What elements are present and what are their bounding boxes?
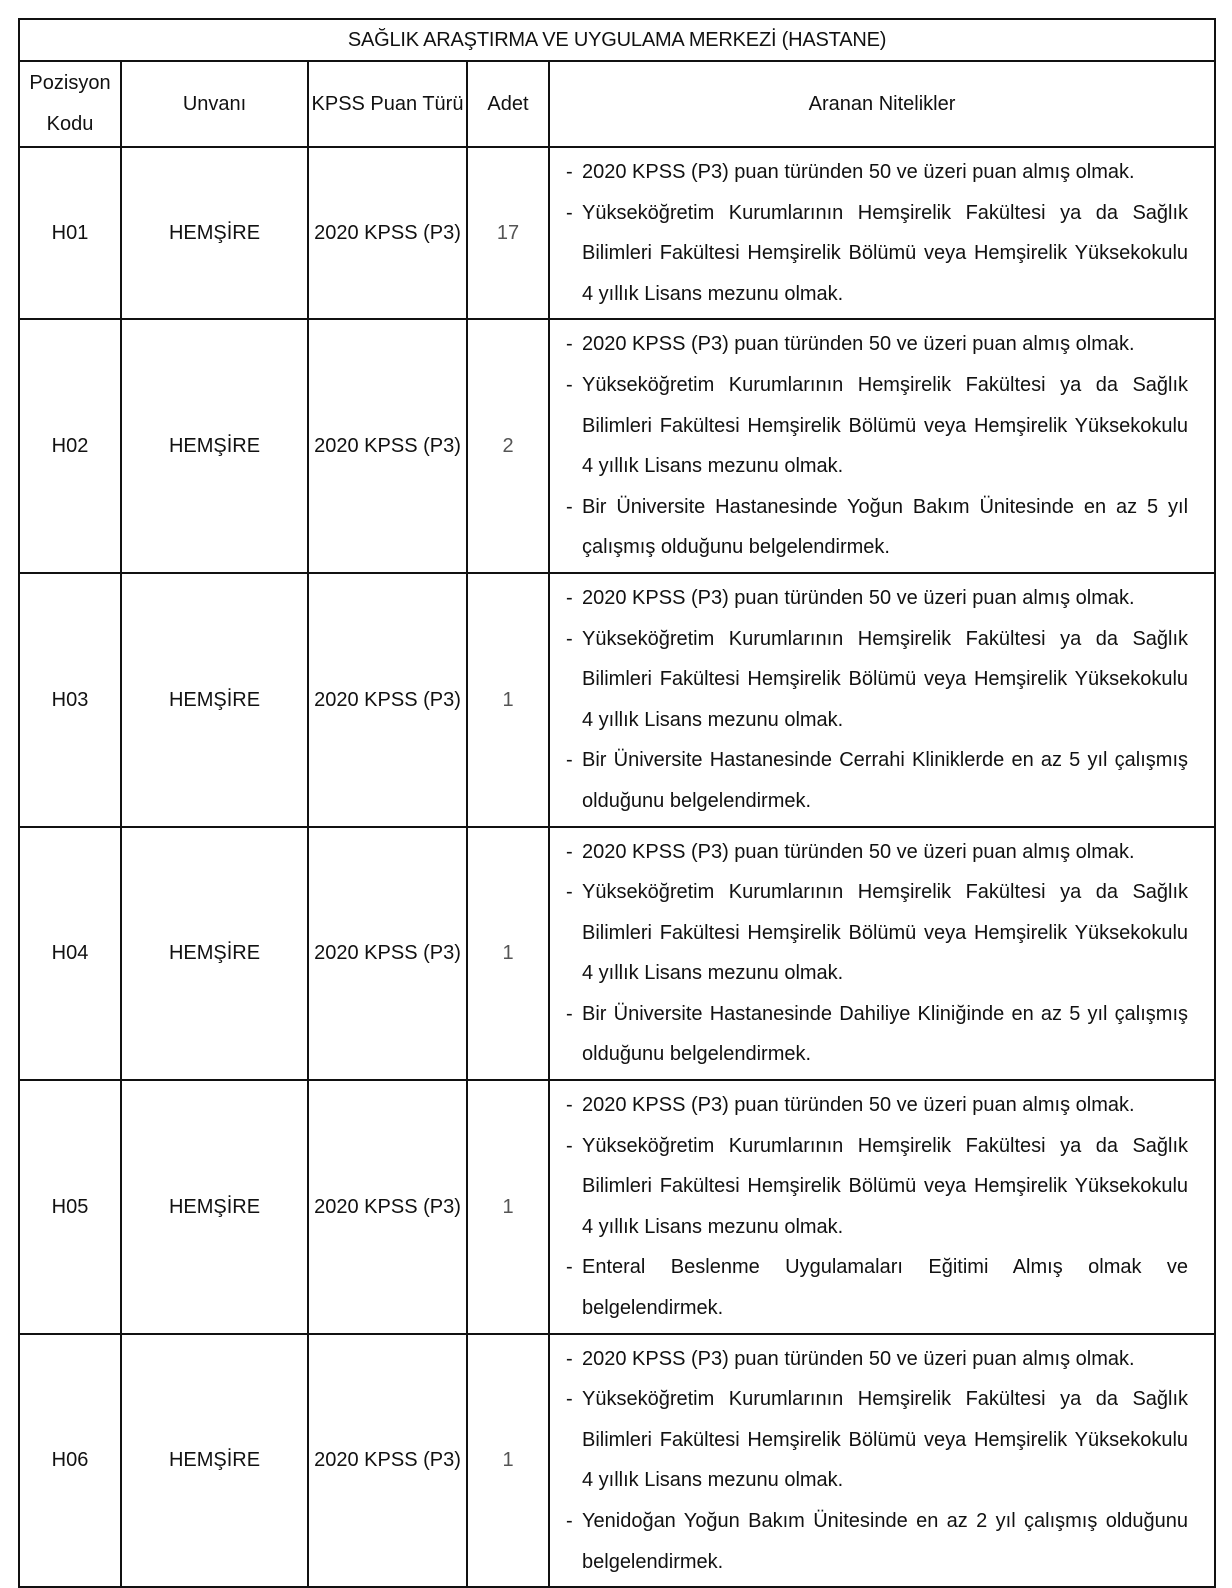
- qualification-text: Bir Üniversite Hastanesinde Dahiliye Kliniğinde en az 5 yıl çalışmış olduğunu belgelendirmek.: [582, 1002, 1189, 1066]
- kpss-type-cell: 2020 KPSS (P3): [308, 1334, 467, 1588]
- kpss-type-cell: 2020 KPSS (P3): [308, 827, 467, 1081]
- qualification-item: [566, 832, 1188, 873]
- qualification-text: Yenidoğan Yoğun Bakım Ünitesinde en az 2 yıl çalışmış olduğunu belgelendirmek.: [582, 1510, 1189, 1573]
- bullet-dash: -: [566, 586, 573, 609]
- count-cell: 1: [467, 1334, 549, 1588]
- qualification-item: [566, 152, 1188, 193]
- bullet-dash: -: [566, 1388, 573, 1411]
- kpss-type-cell: 2020 KPSS (P3): [308, 573, 467, 827]
- bullet-dash: -: [566, 881, 573, 904]
- table-row: [19, 147, 1215, 319]
- qualification-text: Yükseköğretim Kurumlarının Hemşirelik Fakültesi ya da Sağlık Bilimleri Fakültesi Hemşirelik Bölümü veya Hemşirelik Yüksekokulu 4 yıllık Lisans mezunu olmak.: [582, 201, 1189, 305]
- bullet-dash: -: [566, 373, 573, 396]
- bullet-dash: -: [566, 201, 573, 224]
- qualification-item: [566, 1339, 1188, 1380]
- qualification-item: [566, 1126, 1188, 1248]
- qualification-text: 2020 KPSS (P3) puan türünden 50 ve üzeri puan almış olmak.: [582, 1094, 1135, 1117]
- bullet-dash: -: [566, 1134, 573, 1157]
- bullet-dash: -: [566, 1347, 573, 1370]
- positions-table: [18, 18, 1216, 1588]
- position-code-cell: H01: [19, 147, 121, 319]
- count-cell: 2: [467, 319, 549, 573]
- position-code-cell: H03: [19, 573, 121, 827]
- qualification-item: [566, 1379, 1188, 1501]
- bullet-dash: -: [566, 161, 573, 183]
- bullet-dash: -: [566, 1256, 573, 1279]
- title-cell: HEMŞİRE: [121, 573, 308, 827]
- table-row: [19, 1080, 1215, 1334]
- qualification-text: Yükseköğretim Kurumlarının Hemşirelik Fakültesi ya da Sağlık Bilimleri Fakültesi Hemşirelik Bölümü veya Hemşirelik Yüksekokulu 4 yıllık Lisans mezunu olmak.: [582, 1388, 1189, 1492]
- qualifications-cell: [549, 319, 1215, 573]
- bullet-dash: -: [566, 627, 573, 650]
- qualification-text: Yükseköğretim Kurumlarının Hemşirelik Fakültesi ya da Sağlık Bilimleri Fakültesi Hemşirelik Bölümü veya Hemşirelik Yüksekokulu 4 yıllık Lisans mezunu olmak.: [582, 627, 1189, 731]
- qualification-text: 2020 KPSS (P3) puan türünden 50 ve üzeri puan almış olmak.: [582, 1347, 1135, 1370]
- qualification-item: [566, 619, 1188, 741]
- header-count: Adet: [467, 61, 549, 147]
- count-cell: 1: [467, 1080, 549, 1334]
- count-cell: 1: [467, 827, 549, 1081]
- qualifications-cell: [549, 1080, 1215, 1334]
- qualifications-cell: [549, 1334, 1215, 1588]
- title-cell: HEMŞİRE: [121, 1080, 308, 1334]
- bullet-dash: -: [566, 840, 573, 863]
- qualification-text: Yükseköğretim Kurumlarının Hemşirelik Fakültesi ya da Sağlık Bilimleri Fakültesi Hemşirelik Bölümü veya Hemşirelik Yüksekokulu 4 yıllık Lisans mezunu olmak.: [582, 1134, 1189, 1238]
- bullet-dash: -: [566, 495, 573, 518]
- qualification-text: Bir Üniversite Hastanesinde Yoğun Bakım Ünitesinde en az 5 yıl çalışmış olduğunu belgelendirmek.: [582, 495, 1189, 559]
- qualification-text: Yükseköğretim Kurumlarının Hemşirelik Fakültesi ya da Sağlık Bilimleri Fakültesi Hemşirelik Bölümü veya Hemşirelik Yüksekokulu 4 yıllık Lisans mezunu olmak.: [582, 373, 1189, 478]
- position-code-cell: H05: [19, 1080, 121, 1334]
- qualification-text: 2020 KPSS (P3) puan türünden 50 ve üzeri puan almış olmak.: [582, 333, 1135, 356]
- qualifications-cell: [549, 573, 1215, 827]
- qualification-item: [566, 994, 1188, 1075]
- qualification-item: [566, 1085, 1188, 1126]
- count-cell: 1: [467, 573, 549, 827]
- kpss-type-cell: 2020 KPSS (P3): [308, 147, 467, 319]
- header-qualifications: Aranan Nitelikler: [549, 61, 1215, 147]
- qualification-item: [566, 487, 1188, 568]
- bullet-dash: -: [566, 749, 573, 772]
- qualification-item: [566, 578, 1188, 619]
- title-row: [19, 19, 1215, 61]
- title-cell: HEMŞİRE: [121, 147, 308, 319]
- qualifications-cell: [549, 147, 1215, 319]
- qualification-item: [566, 1247, 1188, 1328]
- title-cell: HEMŞİRE: [121, 319, 308, 573]
- table-row: [19, 573, 1215, 827]
- qualification-text: Enteral Beslenme Uygulamaları Eğitimi Almış olmak ve belgelendirmek.: [582, 1256, 1189, 1320]
- qualification-item: [566, 872, 1188, 994]
- qualification-item: [566, 193, 1188, 315]
- qualification-item: [566, 365, 1188, 487]
- position-code-cell: H04: [19, 827, 121, 1081]
- count-cell: 17: [467, 147, 549, 319]
- bullet-dash: -: [566, 1094, 573, 1117]
- table-title: SAĞLIK ARAŞTIRMA VE UYGULAMA MERKEZİ (HASTANE): [19, 19, 1215, 61]
- qualification-text: 2020 KPSS (P3) puan türünden 50 ve üzeri puan almış olmak.: [582, 586, 1135, 609]
- kpss-type-cell: 2020 KPSS (P3): [308, 319, 467, 573]
- header-title: Unvanı: [121, 61, 308, 147]
- table-row: [19, 827, 1215, 1081]
- title-cell: HEMŞİRE: [121, 1334, 308, 1588]
- qualification-text: 2020 KPSS (P3) puan türünden 50 ve üzeri puan almış olmak.: [582, 840, 1135, 863]
- header-kpss-type: KPSS Puan Türü: [308, 61, 467, 147]
- kpss-type-cell: 2020 KPSS (P3): [308, 1080, 467, 1334]
- table-row: [19, 319, 1215, 573]
- qualification-text: 2020 KPSS (P3) puan türünden 50 ve üzeri puan almış olmak.: [582, 161, 1135, 183]
- qualifications-cell: [549, 827, 1215, 1081]
- bullet-dash: -: [566, 1002, 573, 1025]
- qualification-item: [566, 324, 1188, 365]
- qualification-text: Bir Üniversite Hastanesinde Cerrahi Kliniklerde en az 5 yıl çalışmış olduğunu belgelendirmek.: [582, 749, 1189, 812]
- qualification-item: [566, 740, 1188, 821]
- header-position-code: Pozisyon Kodu: [19, 61, 121, 147]
- qualification-text: Yükseköğretim Kurumlarının Hemşirelik Fakültesi ya da Sağlık Bilimleri Fakültesi Hemşirelik Bölümü veya Hemşirelik Yüksekokulu 4 yıllık Lisans mezunu olmak.: [582, 881, 1189, 985]
- bullet-dash: -: [566, 1510, 573, 1532]
- position-code-cell: H02: [19, 319, 121, 573]
- position-code-cell: H06: [19, 1334, 121, 1588]
- table-body: [19, 147, 1215, 1587]
- qualification-item: [566, 1501, 1188, 1582]
- table-row: [19, 1334, 1215, 1588]
- title-cell: HEMŞİRE: [121, 827, 308, 1081]
- header-row: [19, 61, 1215, 147]
- bullet-dash: -: [566, 333, 573, 356]
